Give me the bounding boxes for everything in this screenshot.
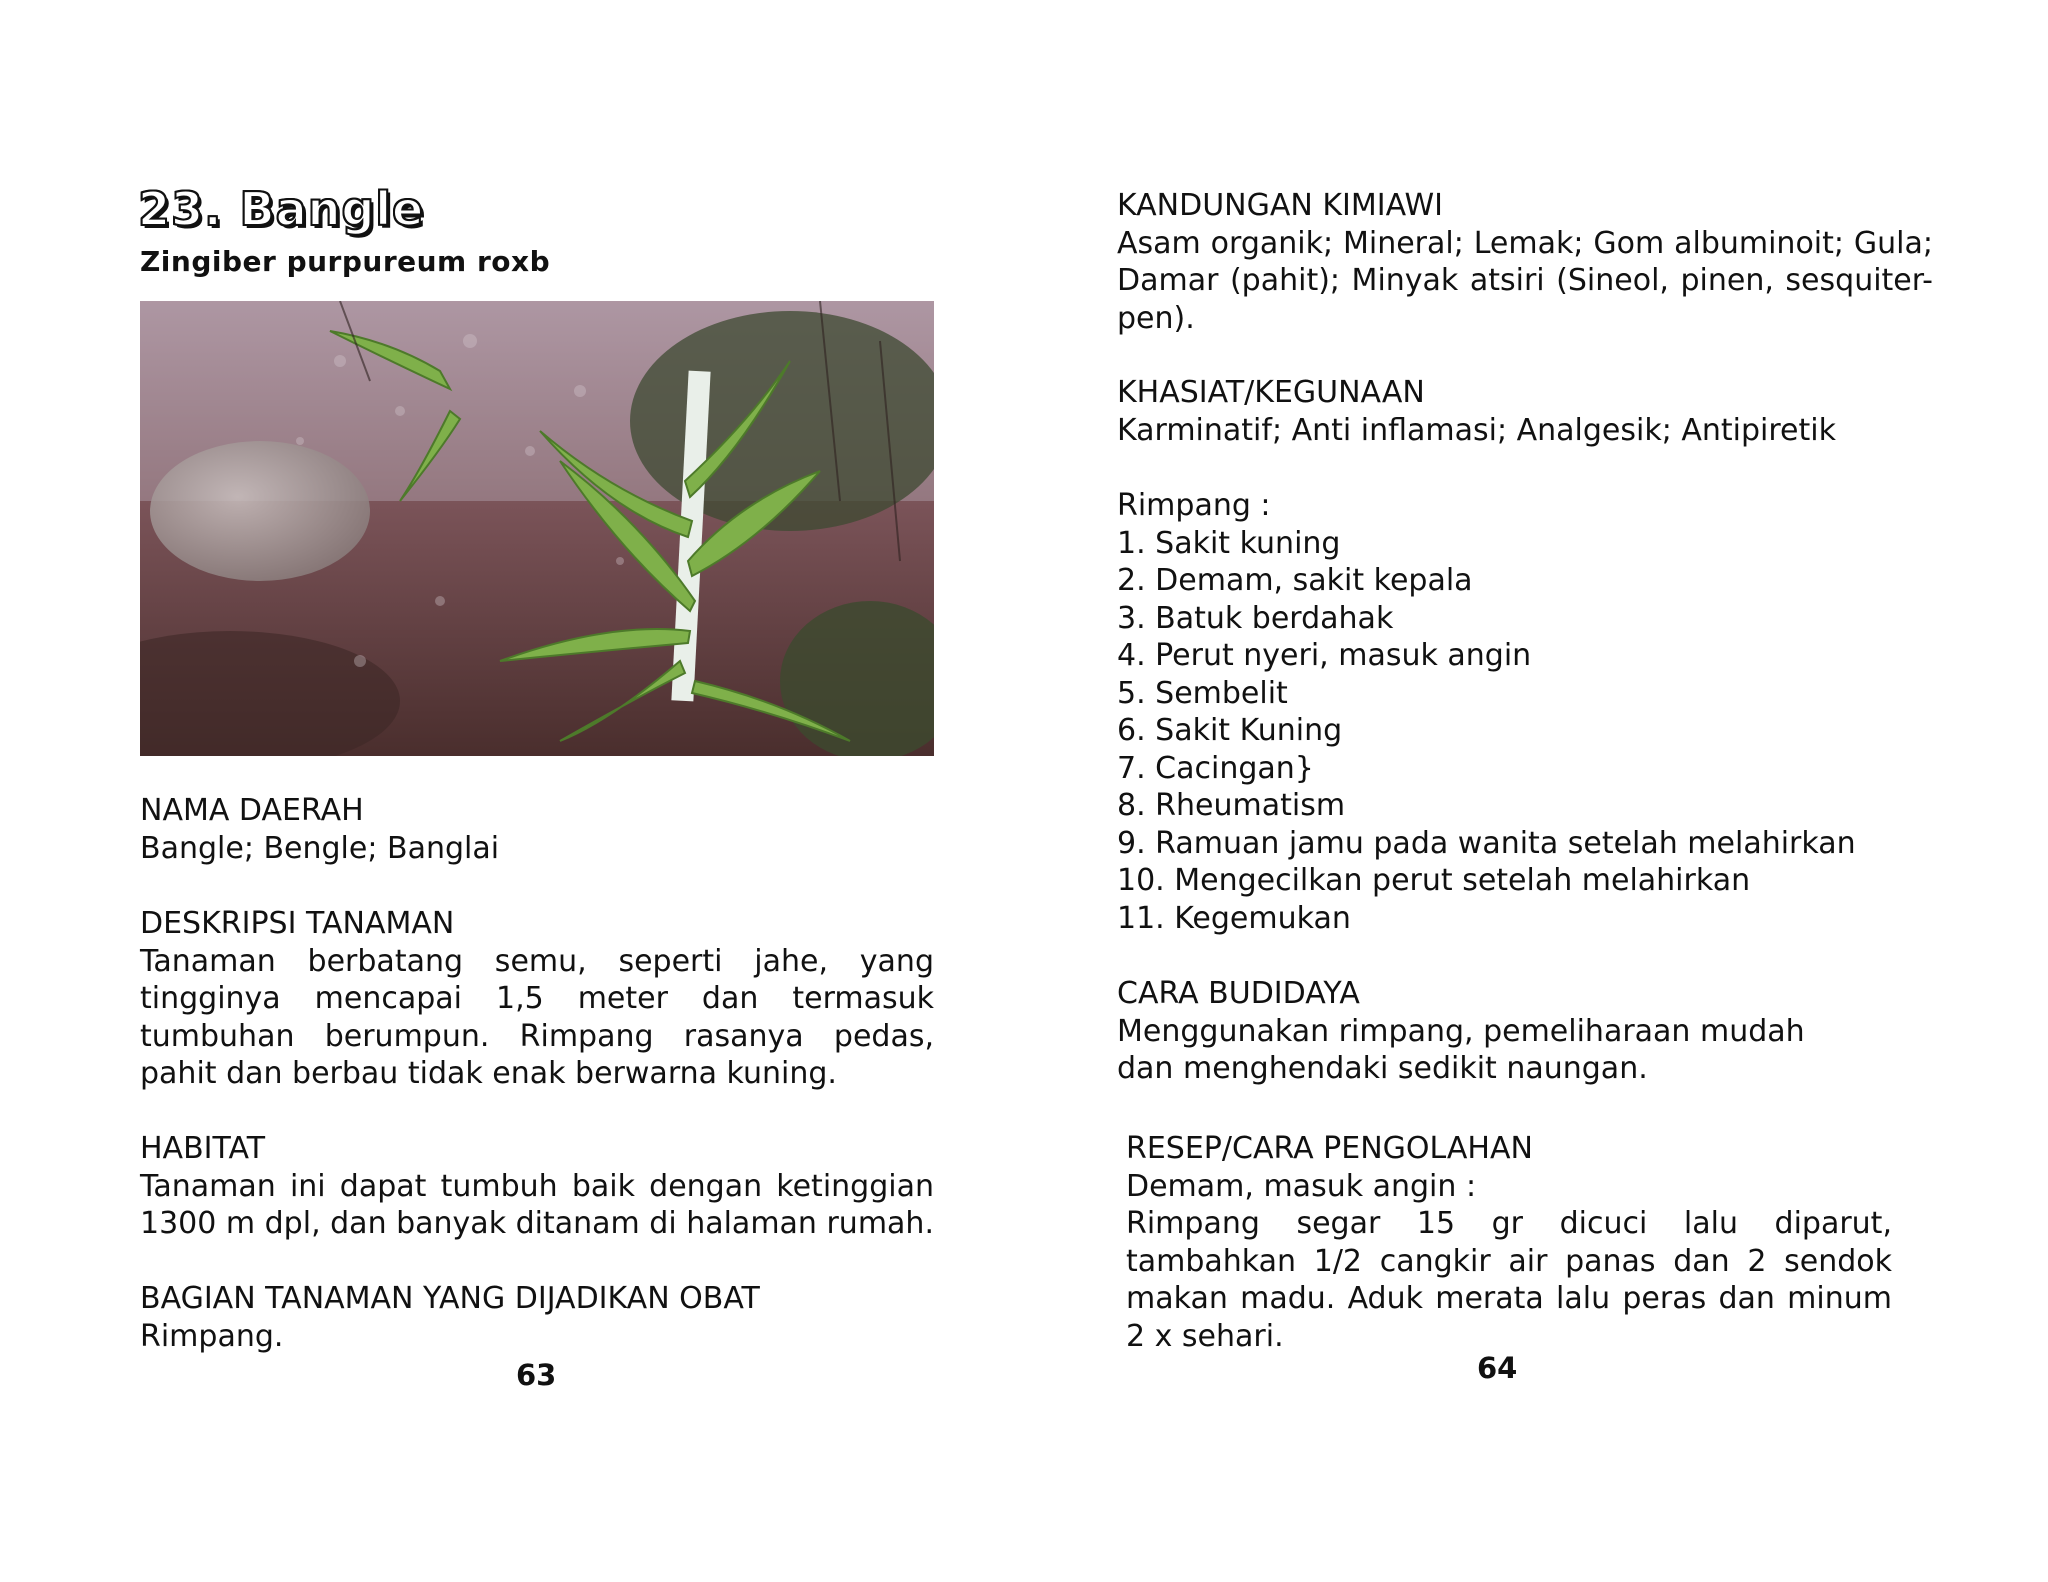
section-habitat <box>140 1130 934 1243</box>
section-bagian-obat <box>140 1280 934 1355</box>
section-kandungan-kimiawi <box>1117 187 1933 337</box>
page-number: 63 <box>516 1358 557 1392</box>
list-item: 1. Sakit kuning <box>1117 525 1341 561</box>
section-heading: CARA BUDIDAYA <box>1117 976 1360 1011</box>
list-item: 9. Ramuan jamu pada wanita setelah melahirkan <box>1117 825 1856 861</box>
list-item: 10. Mengecilkan perut setelah melahirkan <box>1117 863 1751 898</box>
section-body: Tanaman ini dapat tumbuh baik dengan ketinggian 1300 m dpl, dan banyak ditanam di halaman rumah. <box>140 1168 934 1241</box>
section-body: Karminatif; Anti inflamasi; Analgesik; Antipiretik <box>1117 412 1836 448</box>
section-resep <box>1126 1130 1892 1355</box>
section-heading: BAGIAN TANAMAN YANG DIJADIKAN OBAT <box>140 1281 760 1316</box>
section-subheading: Demam, masuk angin : <box>1126 1168 1477 1204</box>
plant-photo-illustration <box>140 301 934 756</box>
section-body: Tanaman berbatang semu, seperti jahe, yang tingginya mencapai 1,5 meter dan termasuk tumbuhan berumpun. Rimpang rasanya pedas, pahit dan berbau tidak enak berwarna kuning. <box>140 943 934 1091</box>
section-body: Asam organik; Mineral; Lemak; Gom albuminoit; Gula; Damar (pahit); Minyak atsiri (Sineol, pinen, sesquiter-pen). <box>1117 225 1933 336</box>
section-heading: KANDUNGAN KIMIAWI <box>1117 188 1444 223</box>
section-body: Bangle; Bengle; Banglai <box>140 830 500 866</box>
section-nama-daerah <box>140 792 934 867</box>
list-item: 5. Sembelit <box>1117 675 1288 711</box>
section-heading: DESKRIPSI TANAMAN <box>140 906 455 941</box>
section-rimpang-uses <box>1117 487 1933 937</box>
section-heading: RESEP/CARA PENGOLAHAN <box>1126 1131 1533 1166</box>
right-page <box>1024 0 2048 1582</box>
section-heading: NAMA DAERAH <box>140 793 364 828</box>
section-cara-budidaya <box>1117 975 1933 1088</box>
list-item: 8. Rheumatism <box>1117 788 1346 823</box>
page-number: 64 <box>1477 1351 1518 1385</box>
plant-latin-name: Zingiber purpureum roxb <box>140 245 551 278</box>
section-body: Rimpang. <box>140 1318 284 1354</box>
section-khasiat <box>1117 374 1933 449</box>
list-item: 6. Sakit Kuning <box>1117 713 1343 748</box>
list-item: 11. Kegemukan <box>1117 900 1351 936</box>
bangle-plant-photo <box>140 301 934 756</box>
list-item: 2. Demam, sakit kepala <box>1117 563 1473 598</box>
section-heading: HABITAT <box>140 1131 266 1166</box>
rimpang-use-list <box>1117 525 1933 938</box>
list-item: 7. Cacingan} <box>1117 750 1314 786</box>
section-heading: Rimpang : <box>1117 488 1271 523</box>
section-body: Rimpang segar 15 gr dicuci lalu diparut, tambahkan 1/2 cangkir air panas dan 2 sendok makan madu. Aduk merata lalu peras dan minum 2 x sehari. <box>1126 1206 1892 1354</box>
list-item: 3. Batuk berdahak <box>1117 600 1394 636</box>
section-heading: KHASIAT/KEGUNAAN <box>1117 375 1425 410</box>
section-deskripsi-tanaman <box>140 905 934 1093</box>
section-body: Menggunakan rimpang, pemeliharaan mudah dan menghendaki sedikit naungan. <box>1117 1013 1805 1086</box>
list-item: 4. Perut nyeri, masuk angin <box>1117 638 1532 673</box>
plant-title: 23. Bangle <box>138 182 425 236</box>
